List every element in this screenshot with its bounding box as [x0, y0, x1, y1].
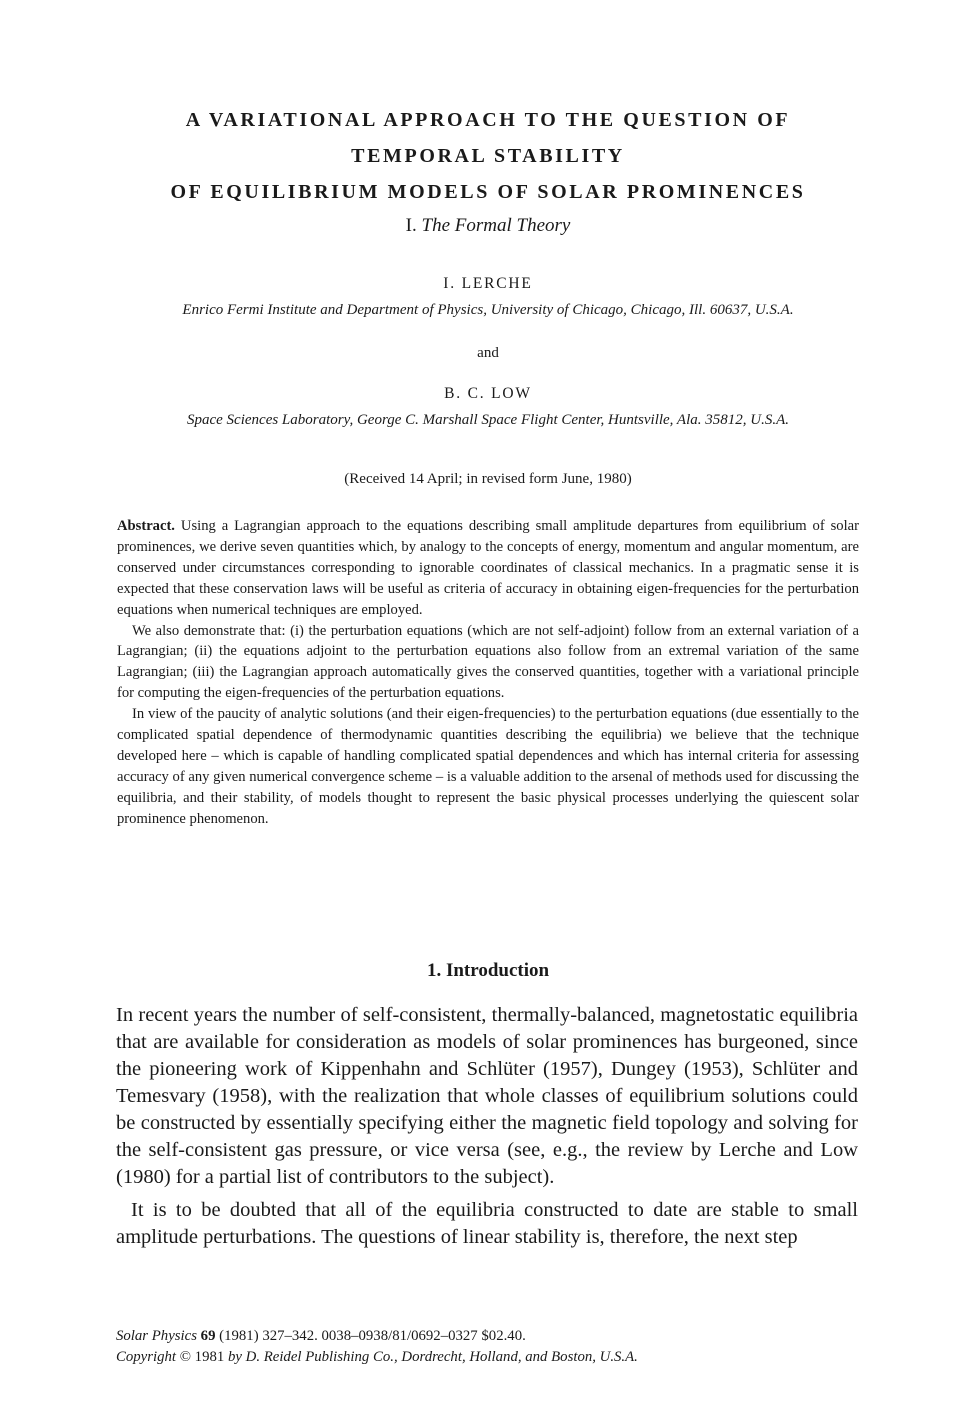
- author-separator: and: [477, 345, 499, 361]
- abstract-paragraph-1: [117, 516, 859, 621]
- introduction-body: [116, 1002, 858, 1251]
- title-line-3: OF EQUILIBRIUM MODELS OF SOLAR PROMINENCES: [170, 181, 806, 203]
- introduction-paragraph-2: It is to be doubted that all of the equilibria constructed to date are stable to small amplitude perturbations. The questions of linear stability is, therefore, the next step: [116, 1199, 858, 1248]
- author-affiliation-1: Enrico Fermi Institute and Department of Physics, University of Chicago, Chicago, Ill. 60637, U.S.A.: [182, 302, 794, 318]
- abstract-paragraph-3: In view of the paucity of analytic solutions (and their eigen-frequencies) to the perturbation equations (due essentially to the complicated spatial dependence of thermodynamic quantities describing the equilibria) we believe that the technique developed here – which is capable of handling complicated spatial dependences and which has internal criteria for assessing accuracy of any given numerical convergence scheme – is a valuable addition to the arsenal of methods used for discussing the equilibria, and their stability, of models thought to represent the basic physical processes underlying the quiescent solar prominence phenomenon.: [117, 706, 859, 827]
- journal-volume: 69: [200, 1328, 216, 1344]
- subtitle-number: I.: [405, 215, 417, 236]
- abstract-label: Abstract.: [117, 518, 175, 534]
- abstract-paragraph-2: We also demonstrate that: (i) the perturbation equations (which are not self-adjoint) follow from an external variation of a Lagrangian; (ii) the equations adjoint to the perturbation equations also follow from an extremal variation of the same Lagrangian; (iii) the Lagrangian approach automatically gives the conserved quantities, together with a variational principle for computing the eigen-frequencies of the perturbation equations.: [117, 622, 859, 702]
- subtitle-text: The Formal Theory: [421, 215, 571, 236]
- journal-name: Solar Physics: [116, 1328, 197, 1344]
- introduction-paragraph-1: In recent years the number of self-consistent, thermally-balanced, magnetostatic equilibria that are available for consideration as models of solar prominences has burgeoned, since the pioneering work of Kippenhahn and Schlüter (1957), Dungey (1953), Schlüter and Temesvary (1958), with the realization that whole classes of equilibrium solutions could be constructed by essentially specifying either the magnetic field topology and solving for the self-consistent gas pressure, or vice versa (see, e.g., the review by Lerche and Low (1980) for a partial list of contributors to the subject).: [116, 1004, 858, 1188]
- author-name-2: B. C. LOW: [444, 385, 532, 402]
- title-line-2: TEMPORAL STABILITY: [351, 145, 625, 167]
- copyright-year: 1981: [194, 1349, 225, 1365]
- received-date: (Received 14 April; in revised form June, 1980): [344, 471, 632, 487]
- citation-line: [116, 1326, 858, 1347]
- author-name-1: I. LERCHE: [443, 275, 533, 292]
- copyright-publisher: by D. Reidel Publishing Co., Dordrecht, Holland, and Boston, U.S.A.: [227, 1349, 638, 1365]
- abstract: [117, 516, 859, 830]
- copyright-symbol: ©: [179, 1349, 191, 1365]
- author-affiliation-2: Space Sciences Laboratory, George C. Marshall Space Flight Center, Huntsville, Ala. 35812, U.S.A.: [186, 412, 789, 428]
- abstract-text-1: Using a Lagrangian approach to the equations describing small amplitude departures from equilibrium of solar prominences, we derive seven quantities which, by analogy to the concepts of energy, momentum and angular momentum, are conserved under circumstances corresponding to ignorable coordinates of classical mechanics. In a pragmatic sense it is expected that these conservation laws will be useful as criteria of accuracy in obtaining eigen-frequencies for the perturbation equations when numerical techniques are employed.: [117, 518, 859, 618]
- citation-details: (1981) 327–342. 0038–0938/81/0692–0327 $02.40.: [219, 1328, 526, 1344]
- subtitle: [0, 215, 976, 237]
- section-heading-introduction: 1. Introduction: [426, 960, 550, 981]
- footer: [116, 1326, 858, 1368]
- title-line-1: A VARIATIONAL APPROACH TO THE QUESTION OF: [185, 109, 791, 131]
- copyright-label: Copyright: [116, 1349, 177, 1365]
- copyright-line: [116, 1347, 858, 1368]
